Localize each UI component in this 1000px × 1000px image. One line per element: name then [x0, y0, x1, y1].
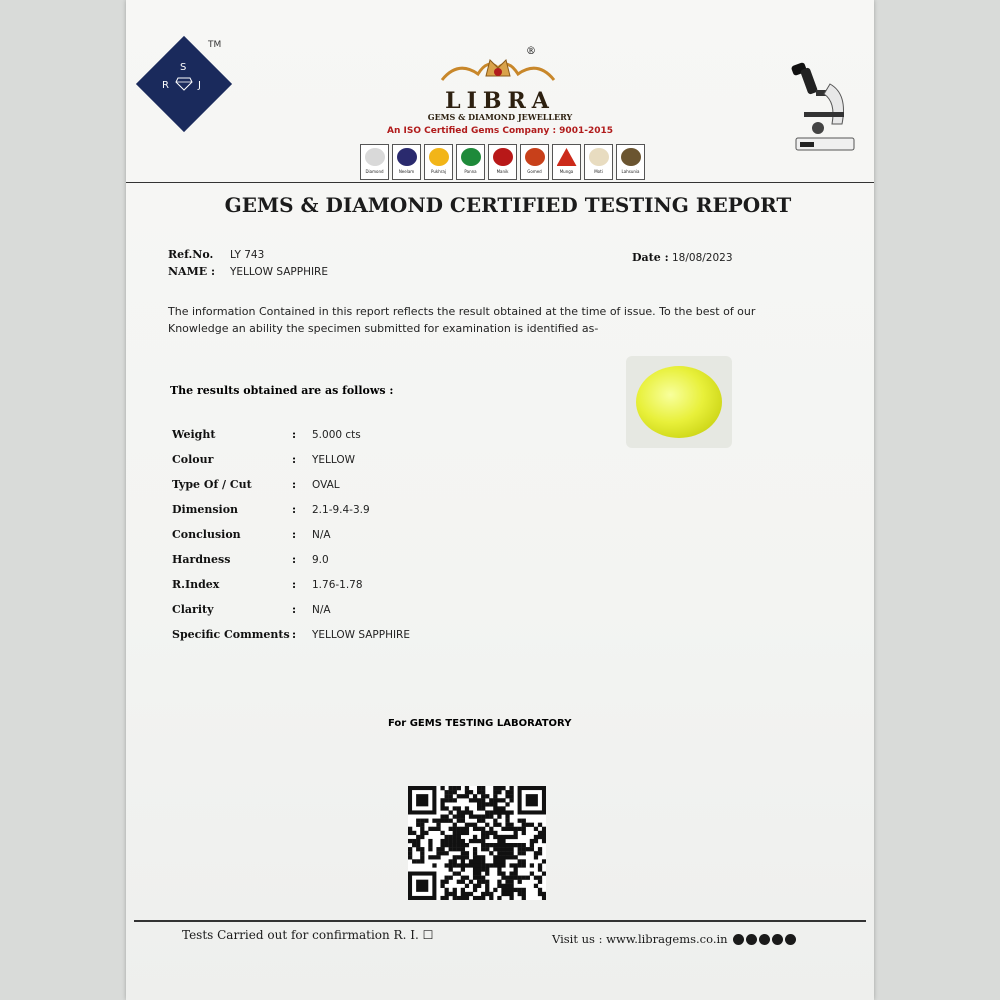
lab-signature-label: For GEMS TESTING LABORATORY	[388, 718, 572, 729]
gem-swatch	[493, 148, 513, 166]
ref-value: LY 743	[230, 249, 265, 261]
srj-letter-j: J	[198, 80, 201, 91]
gem-label: Pukhraj	[431, 169, 446, 174]
result-separator: :	[292, 578, 297, 591]
result-key: Weight	[172, 428, 216, 441]
result-key: Clarity	[172, 603, 214, 616]
gem-swatch	[461, 148, 481, 166]
srj-letter-s: S	[180, 62, 187, 73]
date-value: 18/08/2023	[672, 252, 733, 264]
result-separator: :	[292, 478, 297, 491]
gem-tile	[552, 144, 581, 180]
ref-label: Ref.No.	[168, 248, 214, 261]
name-label: NAME :	[168, 265, 216, 278]
registered-mark: ®	[526, 46, 536, 57]
result-value: OVAL	[312, 479, 340, 491]
header-divider	[126, 182, 874, 183]
result-key: Conclusion	[172, 528, 241, 541]
gem-label: Lahsunia	[621, 169, 640, 174]
trademark-mark: TM	[208, 40, 222, 50]
whatsapp-icon[interactable]	[746, 934, 757, 945]
gem-swatch	[621, 148, 641, 166]
gem-label: Moti	[594, 169, 603, 174]
result-key: Type Of / Cut	[172, 478, 252, 491]
result-separator: :	[292, 503, 297, 516]
result-value: 1.76-1.78	[312, 579, 363, 591]
results-heading: The results obtained are as follows :	[170, 384, 394, 397]
footer-divider	[134, 920, 866, 922]
website-line	[552, 932, 796, 946]
gem-tile	[360, 144, 389, 180]
certificate-page	[126, 0, 874, 1000]
result-separator: :	[292, 603, 297, 616]
gem-label: Neelam	[398, 169, 415, 174]
date-label: Date :	[632, 251, 669, 264]
result-separator: :	[292, 528, 297, 541]
intro-paragraph	[168, 303, 818, 337]
gem-swatch	[557, 148, 577, 166]
website-text: Visit us : www.libragems.co.in	[552, 932, 728, 946]
gem-swatch	[429, 148, 449, 166]
gem-label: Manik	[496, 169, 509, 174]
gem-label: Diamond	[365, 169, 384, 174]
result-value: 9.0	[312, 554, 329, 566]
srj-letter-r: R	[162, 80, 169, 91]
gem-swatch	[397, 148, 417, 166]
result-value: 2.1-9.4-3.9	[312, 504, 370, 516]
gem-tile	[456, 144, 485, 180]
result-key: R.Index	[172, 578, 220, 591]
gem-label: Panna	[464, 169, 477, 174]
intro-line-2: Knowledge an ability the specimen submitted for examination is identified as-	[168, 322, 599, 335]
gem-label: Gomed	[527, 169, 542, 174]
result-key: Hardness	[172, 553, 231, 566]
result-value: YELLOW	[312, 454, 356, 466]
result-value: N/A	[312, 604, 331, 616]
report-title: GEMS & DIAMOND CERTIFIED TESTING REPORT	[224, 193, 792, 217]
gem-tile	[520, 144, 549, 180]
result-key: Colour	[172, 453, 214, 466]
result-separator: :	[292, 553, 297, 566]
qr-code	[408, 786, 546, 900]
gem-tile	[488, 144, 517, 180]
instagram-icon[interactable]	[785, 934, 796, 945]
result-value: YELLOW SAPPHIRE	[312, 629, 410, 641]
gem-tile	[616, 144, 645, 180]
result-key: Specific Comments	[172, 628, 290, 641]
yellow-sapphire-stone	[636, 366, 722, 438]
result-separator: :	[292, 628, 297, 641]
iso-certification: An ISO Certified Gems Company : 9001-2015	[386, 126, 614, 136]
brand-name: LIBRA	[445, 88, 555, 114]
gem-tile	[584, 144, 613, 180]
result-separator: :	[292, 453, 297, 466]
twitter-icon[interactable]	[759, 934, 770, 945]
gem-swatch	[365, 148, 385, 166]
result-value: N/A	[312, 529, 331, 541]
tests-note: Tests Carried out for confirmation R. I. ☐	[182, 928, 434, 942]
gemstone-photo	[626, 356, 732, 448]
result-value: 5.000 cts	[312, 429, 361, 441]
social-icons	[731, 934, 796, 945]
libra-crown-emblem	[438, 50, 558, 90]
intro-line-1: The information Contained in this report reflects the result obtained at the time of issue. To the best of our	[168, 305, 756, 318]
youtube-icon[interactable]	[772, 934, 783, 945]
facebook-icon[interactable]	[733, 934, 744, 945]
name-value: YELLOW SAPPHIRE	[230, 266, 328, 278]
microscope-icon	[782, 54, 862, 154]
brand-subtitle: GEMS & DIAMOND JEWELLERY	[427, 112, 573, 122]
gem-tile	[424, 144, 453, 180]
gem-tile	[392, 144, 421, 180]
gem-swatch	[525, 148, 545, 166]
gem-swatch	[589, 148, 609, 166]
result-separator: :	[292, 428, 297, 441]
gem-label: Munga	[559, 169, 574, 174]
result-key: Dimension	[172, 503, 239, 516]
gem-strip	[360, 144, 645, 180]
